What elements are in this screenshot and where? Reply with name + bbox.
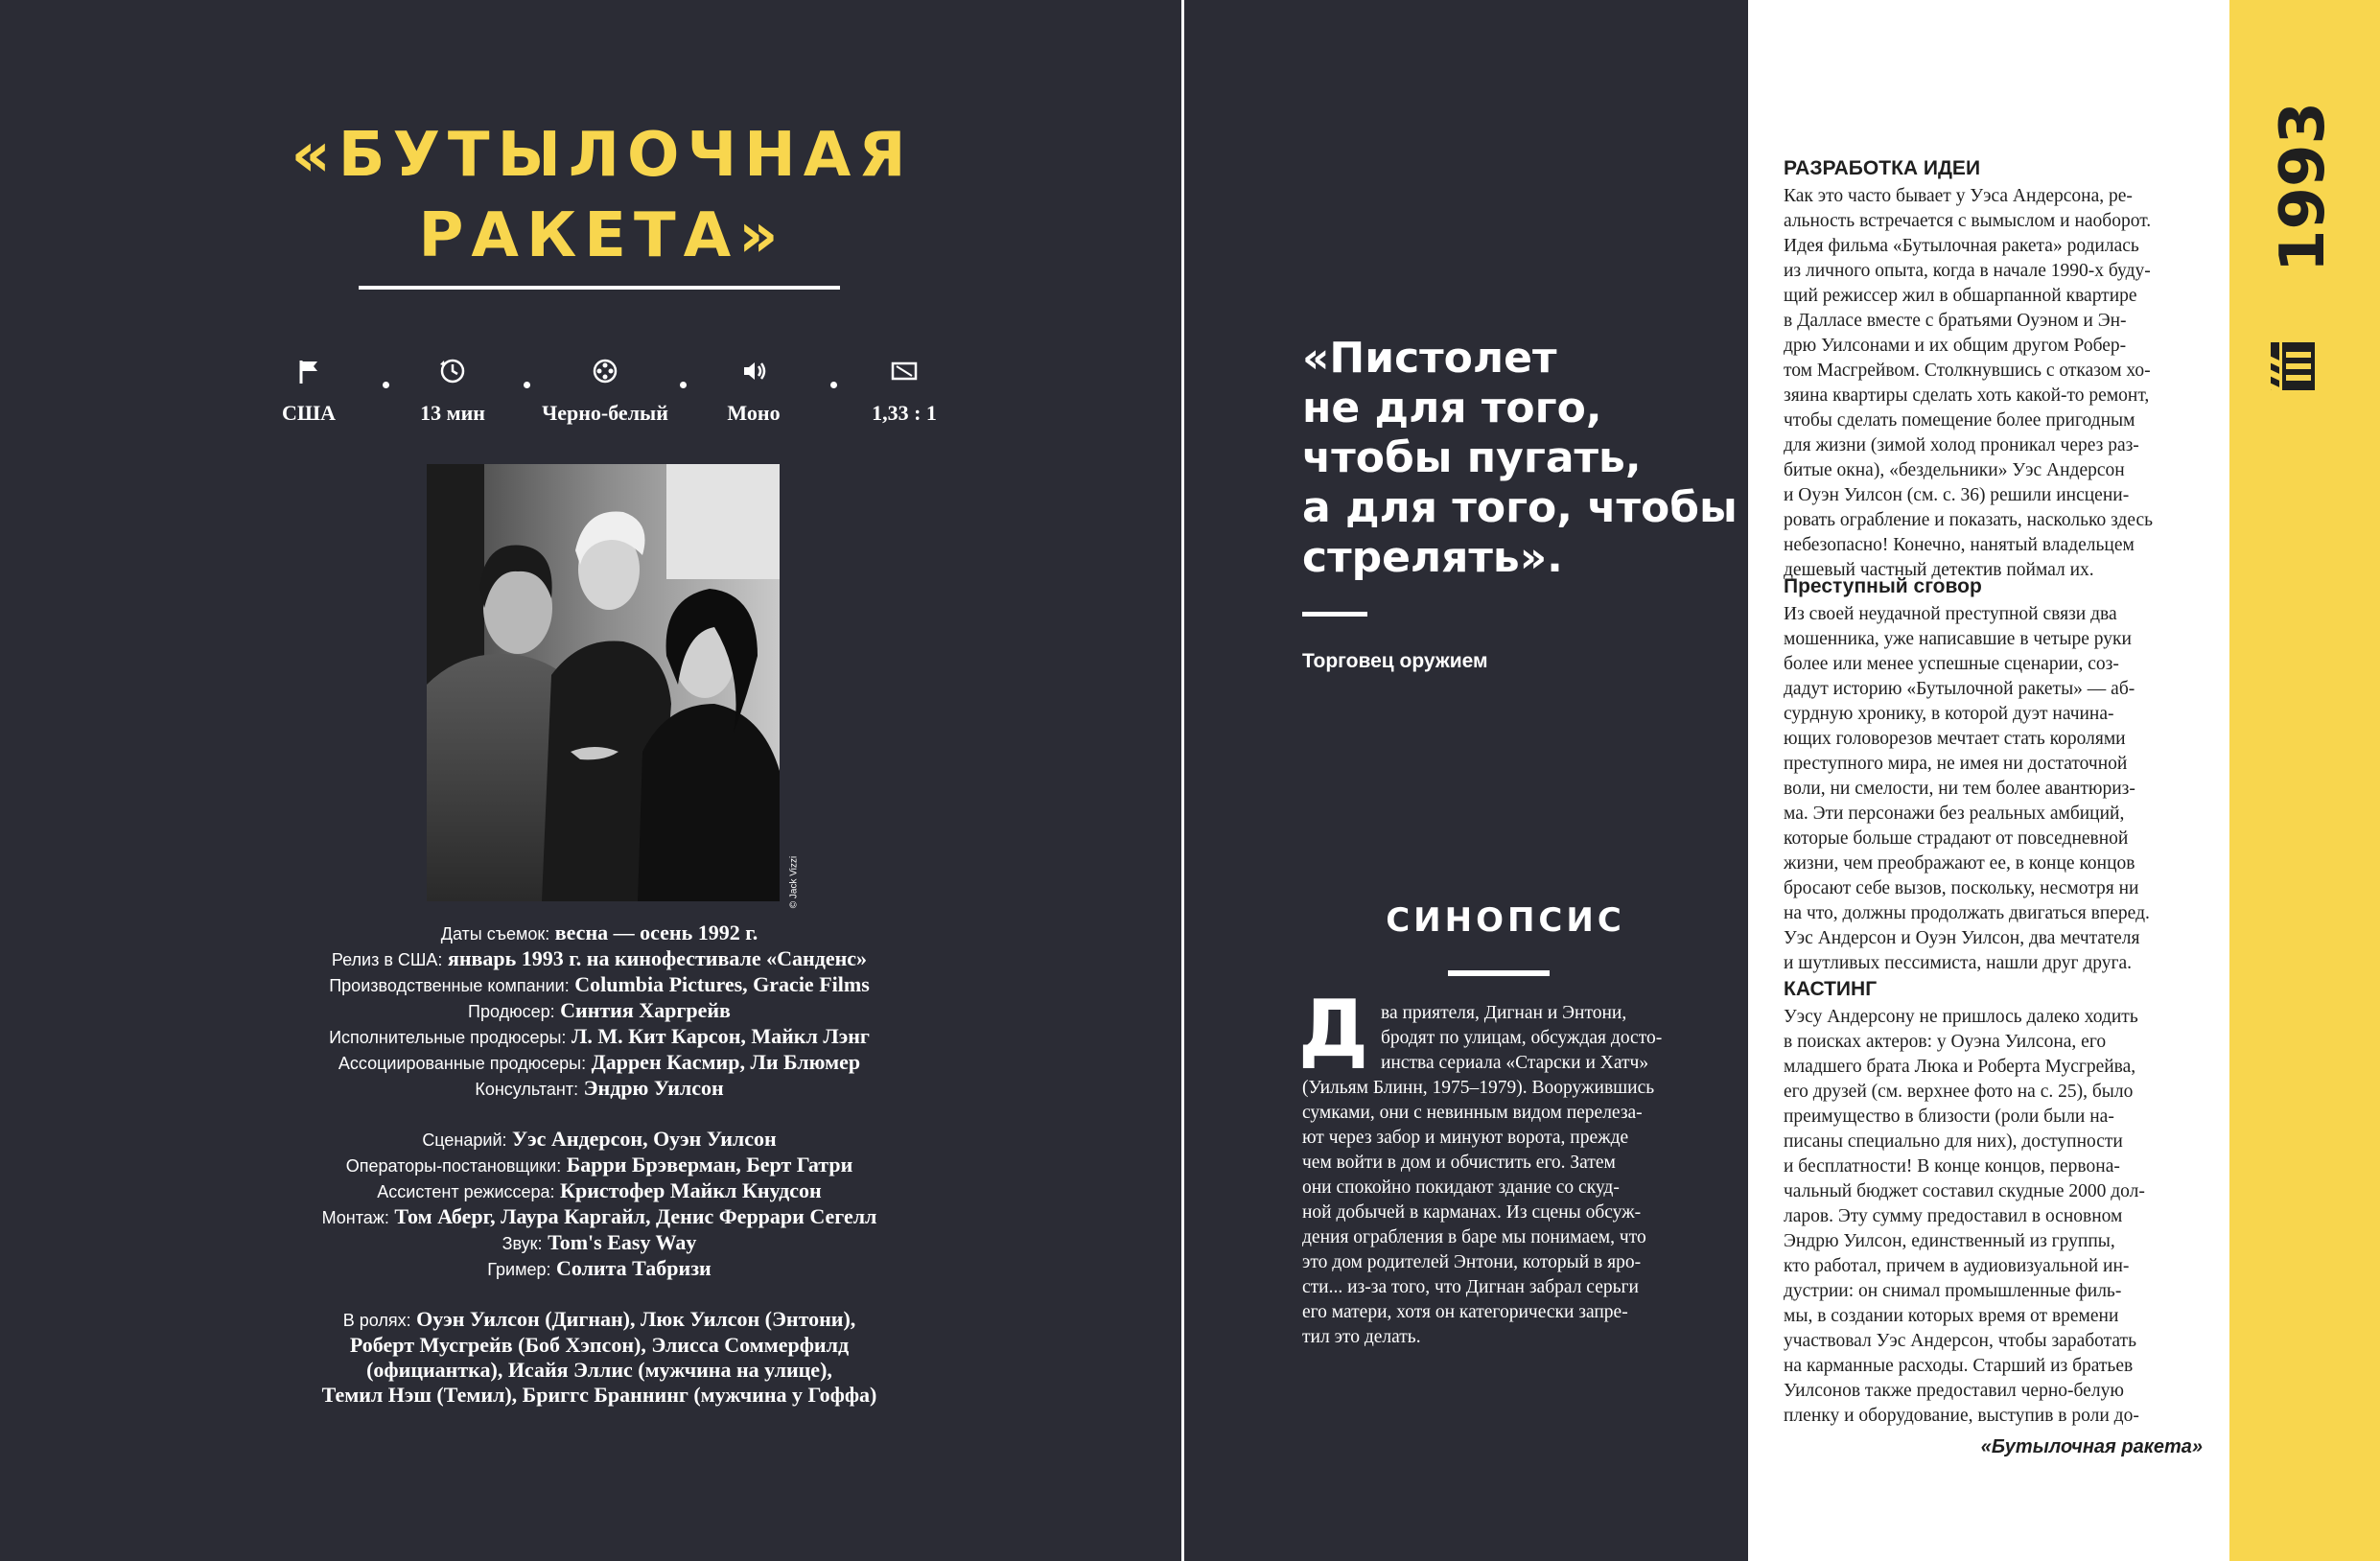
article-line: сурдную хронику, в которой дуэт начина- bbox=[1784, 704, 2114, 724]
title-divider bbox=[359, 286, 840, 290]
credit-line: Ассоциированные продюсеры: Даррен Касмир, Ли Блюмер bbox=[338, 1050, 861, 1074]
pull-quote-line: а для того, чтобы bbox=[1302, 483, 1738, 532]
synopsis-line: его матери, хотя он категорически запре- bbox=[1302, 1302, 1628, 1322]
quote-divider bbox=[1302, 612, 1367, 617]
section-heading: РАЗРАБОТКА ИДЕИ bbox=[1784, 157, 1981, 179]
synopsis-line: ют через забор и минуют ворота, прежде bbox=[1302, 1128, 1629, 1148]
spec-duration bbox=[366, 355, 539, 426]
article-line: его друзей (см. верхнее фото на с. 25), было bbox=[1784, 1082, 2134, 1102]
running-footer: «Бутылочная ракета» bbox=[1980, 1436, 2203, 1457]
credit-line: Производственные компании: Columbia Pictures, Gracie Films bbox=[329, 972, 870, 996]
article-line: щий режиссер жил в обшарпанной квартире bbox=[1784, 286, 2137, 306]
spec-sound bbox=[667, 355, 840, 426]
flag-icon bbox=[292, 355, 325, 387]
article-line: пленку и оборудование, выступив в роли до- bbox=[1784, 1406, 2139, 1426]
article-line: зяина квартиры сделать хоть какой-то ремонт, bbox=[1784, 385, 2150, 406]
article-line: дешевый частный детектив поймал их. bbox=[1784, 560, 2094, 580]
credit-line: Даты съемок: весна — осень 1992 г. bbox=[440, 920, 758, 944]
article-line: преступного мира, не имея ни достаточной bbox=[1784, 754, 2128, 774]
section-body bbox=[1784, 602, 2204, 976]
article-line: Как это часто бывает у Уэса Андерсона, ре- bbox=[1784, 186, 2133, 206]
article-line: дрю Уилсонами и их общим другом Робер- bbox=[1784, 336, 2127, 356]
article-line: Эндрю Уилсон, единственный из группы, bbox=[1784, 1231, 2115, 1251]
film-title bbox=[226, 115, 978, 276]
spec-color-text: Черно-белый bbox=[542, 401, 668, 425]
article-line: Уэсу Андерсону не пришлось далеко ходить bbox=[1784, 1007, 2138, 1027]
article-line: Идея фильма «Бутылочная ракета» родилась bbox=[1784, 236, 2139, 256]
article-line: участвовал Уэс Андерсон, чтобы заработать bbox=[1784, 1331, 2136, 1351]
section-body bbox=[1784, 1005, 2204, 1429]
synopsis-line: бродят по улицам, обсуждая досто- bbox=[1381, 1028, 1663, 1048]
year-label bbox=[2246, 101, 2361, 273]
spec-color bbox=[519, 355, 691, 426]
speaker-icon bbox=[737, 355, 770, 387]
film-reel-icon bbox=[589, 355, 621, 387]
spec-sound-text: Моно bbox=[727, 401, 781, 425]
credit-line: Операторы-постановщики: Барри Брэверман, Берт Гатри bbox=[345, 1153, 853, 1177]
article-line: кто работал, причем в аудиовизуальной ин- bbox=[1784, 1256, 2130, 1276]
article-line: мы, в создании которых время от времени bbox=[1784, 1306, 2119, 1326]
quote-attribution: Торговец оружием bbox=[1302, 650, 1488, 672]
article-line: в поисках актеров: у Оуэна Уилсона, его bbox=[1784, 1032, 2107, 1052]
pull-quote-line: чтобы пугать, bbox=[1302, 433, 1642, 482]
article-line: преимущество в близости (роли были на- bbox=[1784, 1107, 2114, 1127]
synopsis-line: чем войти в дом и обчистить его. Затем bbox=[1302, 1153, 1616, 1173]
credit-line: Релиз в США: январь 1993 г. на кинофестивале «Санденс» bbox=[331, 946, 868, 970]
article-line: ма. Эти персонажи без реальных амбиций, bbox=[1784, 804, 2125, 824]
article-line: дадут историю «Бутылочной ракеты» — аб- bbox=[1784, 679, 2135, 699]
cast-line: Темил Нэш (Темил), Бриггс Браннинг (мужчина у Гоффа) bbox=[321, 1383, 877, 1407]
synopsis-line: тил это делать. bbox=[1302, 1327, 1421, 1347]
article-line: в Далласе вместе с братьями Оуэном и Эн- bbox=[1784, 311, 2127, 331]
synopsis-line: инства сериала «Старски и Хатч» bbox=[1381, 1053, 1649, 1073]
section-heading: Преступный сговор bbox=[1784, 575, 1982, 597]
article-line: битые окна), «бездельники» Уэс Андерсон bbox=[1784, 460, 2125, 480]
credit-line: Консультант: Эндрю Уилсон bbox=[475, 1076, 724, 1100]
article-line: из личного опыта, когда в начале 1990-х буду- bbox=[1784, 261, 2151, 281]
film-title-line: РАКЕТА» bbox=[418, 200, 786, 271]
article-line: чальный бюджет составил скудные 2000 дол- bbox=[1784, 1181, 2145, 1201]
spec-duration-text: 13 мин bbox=[420, 401, 485, 425]
article-line: ющих головорезов мечтает стать королями bbox=[1784, 729, 2126, 749]
synopsis-line: ва приятеля, Дигнан и Энтони, bbox=[1381, 1003, 1627, 1023]
article-line: более или менее успешные сценарии, соз- bbox=[1784, 654, 2119, 674]
pull-quote-line: «Пистолет bbox=[1302, 334, 1557, 383]
synopsis-divider bbox=[1448, 970, 1550, 976]
credit-line: Ассистент режиссера: Кристофер Майкл Кнудсон bbox=[377, 1178, 822, 1202]
synopsis-line: (Уильям Блинн, 1975–1979). Вооружившись bbox=[1302, 1078, 1655, 1098]
article-line: младшего брата Люка и Роберта Мусгрейва, bbox=[1784, 1057, 2136, 1077]
article-line: и шутливых пессимиста, нашли друг друга. bbox=[1784, 953, 2133, 973]
aspect-ratio-icon bbox=[888, 355, 921, 387]
credit-line: Монтаж: Том Аберг, Лаура Каргайл, Денис Феррари Сегелл bbox=[321, 1204, 877, 1228]
section-body bbox=[1784, 184, 2204, 583]
pull-quote bbox=[1302, 334, 1738, 583]
film-still-photo bbox=[427, 464, 780, 901]
synopsis-line: это дом родителей Энтони, который в яро- bbox=[1302, 1252, 1642, 1272]
synopsis-line: они спокойно покидают здание со скуд- bbox=[1302, 1177, 1620, 1198]
article-line: воли, ни смелости, ни тем более авантюриз- bbox=[1784, 779, 2135, 799]
credits-block bbox=[240, 920, 959, 1408]
spec-aspect bbox=[818, 355, 991, 426]
article-line: писаны специально для них), доступности bbox=[1784, 1131, 2123, 1152]
article-line: Уилсонов также предоставил черно-белую bbox=[1784, 1381, 2124, 1401]
article-line: мошенника, уже написавшие в четыре руки bbox=[1784, 629, 2132, 649]
article-line: дустрии: он снимал промышленные филь- bbox=[1784, 1281, 2122, 1301]
cast-line: (официантка), Исайя Эллис (мужчина на улице), bbox=[366, 1358, 832, 1382]
synopsis-text bbox=[1302, 1001, 1695, 1350]
clock-icon bbox=[436, 355, 469, 387]
section-heading: КАСТИНГ bbox=[1784, 978, 1878, 1000]
synopsis-line: ной добычей в карманах. Из сцены обсуж- bbox=[1302, 1202, 1642, 1223]
article-line: чтобы сделать помещение более пригодным bbox=[1784, 410, 2135, 431]
clapperboard-icon bbox=[2258, 336, 2325, 397]
article-line: альность встречается с вымыслом и наоборот. bbox=[1784, 211, 2152, 231]
article-line: ровать ограбление и показать, насколько здесь bbox=[1784, 510, 2154, 530]
credit-line: Исполнительные продюсеры: Л. М. Кит Карсон, Майкл Лэнг bbox=[329, 1024, 870, 1048]
article-line: небезопасно! Конечно, нанятый владельцем bbox=[1784, 535, 2135, 555]
synopsis-line: сумками, они с невинным видом перелеза- bbox=[1302, 1103, 1643, 1123]
credit-line: Продюсер: Синтия Харгрейв bbox=[468, 998, 731, 1022]
article-line: для жизни (зимой холод проникал через раз- bbox=[1784, 435, 2139, 455]
synopsis-drop-cap: Д bbox=[1298, 984, 1369, 1075]
article-line: жизни, чем преображают ее, в конце концов bbox=[1784, 853, 2135, 874]
synopsis-line: сти... из-за того, что Дигнан забрал серьги bbox=[1302, 1277, 1639, 1297]
spec-aspect-text: 1,33 : 1 bbox=[872, 401, 937, 425]
synopsis-line: дения ограбления в баре мы понимаем, что bbox=[1302, 1227, 1646, 1247]
credit-line: Звук: Tom's Easy Way bbox=[502, 1230, 697, 1254]
credit-line: Гример: Солита Табризи bbox=[487, 1256, 712, 1280]
article-line: том Масгрейвом. Столкнувшись с отказом хо- bbox=[1784, 361, 2151, 381]
article-line: Уэс Андерсон и Оуэн Уилсон, два мечтателя bbox=[1784, 928, 2140, 948]
credit-line: Сценарий: Уэс Андерсон, Оуэн Уилсон bbox=[422, 1127, 777, 1151]
photo-credit: © Jack Vizzi bbox=[788, 855, 800, 909]
article-line: бросают себе вызов, поскольку, несмотря ни bbox=[1784, 878, 2139, 898]
cast-line: В ролях: Оуэн Уилсон (Дигнан), Люк Уилсон (Энтони), bbox=[342, 1307, 856, 1331]
cast-line: Роберт Мусгрейв (Боб Хэпсон), Элисса Соммерфилд bbox=[349, 1333, 850, 1357]
spec-country-text: США bbox=[282, 401, 336, 425]
article-line: Из своей неудачной преступной связи два bbox=[1784, 604, 2117, 624]
article-line: и Оуэн Уилсон (см. с. 36) решили инсцени- bbox=[1784, 485, 2130, 505]
synopsis-heading: СИНОПСИС bbox=[1386, 901, 1625, 940]
pull-quote-line: стрелять». bbox=[1302, 533, 1563, 582]
film-title-line: «БУТЫЛОЧНАЯ bbox=[291, 120, 914, 191]
article-line: которые больше страдают от повседневной bbox=[1784, 828, 2129, 849]
article-line: на что, должны продолжать двигаться вперед. bbox=[1784, 903, 2150, 923]
year-text: 1993 bbox=[2268, 101, 2339, 273]
article-line: на карманные расходы. Старший из братьев bbox=[1784, 1356, 2134, 1376]
article-line: и бесплатности! В конце концов, первона- bbox=[1784, 1156, 2120, 1177]
pull-quote-line: не для того, bbox=[1302, 384, 1602, 432]
article-line: ларов. Эту сумму предоставил в основном bbox=[1784, 1206, 2123, 1226]
